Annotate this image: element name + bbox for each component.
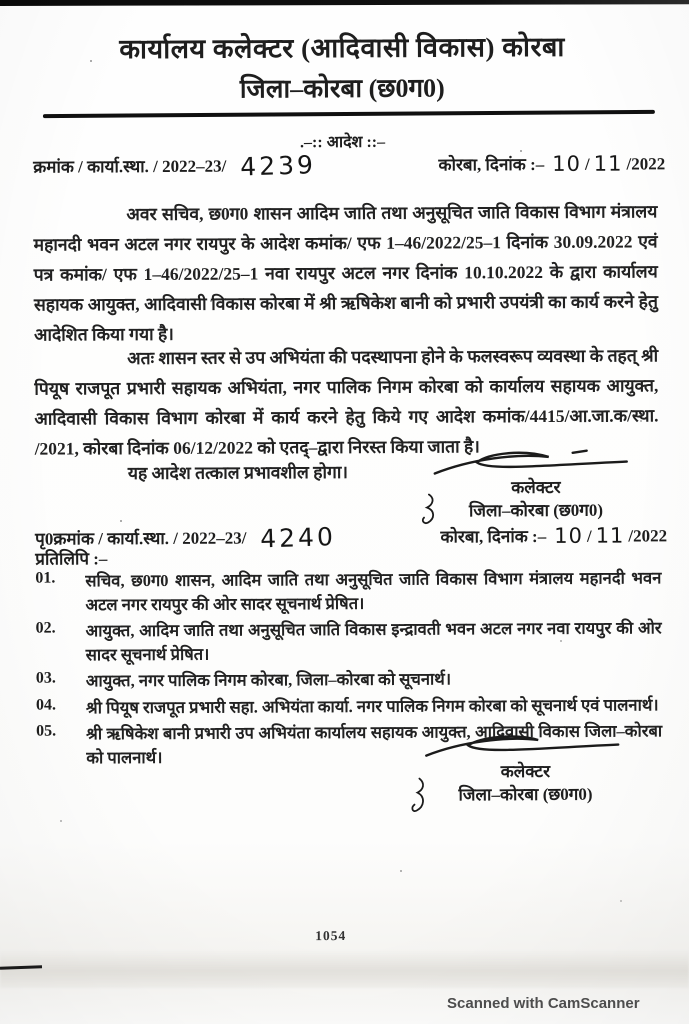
order-paragraph-3: यह आदेश तत्काल प्रभावशील होगा। [127,461,349,484]
copy-number: 04. [35,696,57,714]
camscanner-watermark: Scanned with CamScanner [447,995,640,1012]
copy-item-2 [36,616,662,666]
signatory-district-text-1: जिला–कोरबा (छ0ग0) [468,500,604,521]
copy-number: 03. [35,669,56,687]
signatory-title-1: कलेक्टर [511,477,561,498]
copies-heading: प्रतिलिपि :– [35,549,108,569]
copy-number: 01. [35,569,56,587]
date1-slash: / [584,154,590,174]
copy-text: श्री पियूष राजपूत प्रभारी सहा. अभियंता कार्या. नगर पालिक निगम कोरबा को सूचनार्थ एवं पालनार्थ। [85,694,659,717]
reference-line-1 [33,146,666,182]
copy-item-3 [36,666,662,693]
scan-shadow-band [0,950,689,988]
reference-line-2 [35,518,668,554]
order-heading: .–:: आदेश ::– [299,133,386,152]
date1-label: कोरबा, दिनांक :– [438,154,545,175]
ref1-label: क्रमांक / कार्या.स्था. / 2022–23/ [33,156,227,177]
copy-item-1 [35,566,661,616]
signatory-title-2: कलेक्टर [500,761,551,782]
office-title: कार्यालय कलेक्टर (आदिवासी विकास) कोरबा [119,31,565,65]
copy-number: 02. [35,619,56,637]
copy-number: 05. [36,722,57,740]
ref2-label: पृ0क्रमांक / कार्या.स्था. / 2022–23/ [35,528,247,549]
letterhead-divider [43,110,655,118]
date2-slash: / [586,526,592,546]
copy-text: श्री ऋषिकेश बानी प्रभारी उप अभियंता कार्यालय सहायक आयुक्त, आदिवासी विकास जिला–कोरबा को पालनार्थ। [86,721,663,767]
collector-signature-block-2 [400,730,650,805]
copy-text: आयुक्त, नगर पालिक निगम कोरबा, जिला–कोरबा को सूचनार्थ। [85,669,452,691]
letterhead [0,26,687,107]
date2-day-handwritten: 10 [554,523,583,548]
copy-item-4 [36,693,662,720]
signatory-district-text-2: जिला–कोरबा (छ0ग0) [458,784,593,805]
date1-year: /2022 [626,154,666,174]
page-number: 1054 [315,927,347,944]
signature-initial-icon [408,777,428,815]
district-subtitle: जिला–कोरबा (छ0ग0) [239,73,445,104]
ref1-handwritten-number: 4239 [239,150,317,182]
copy-text: सचिव, छ0ग0 शासन, आदिम जाति तथा अनुसूचित जाति विकास विभाग मंत्रालय महानदी भवन अटल नगर रायपुर की ओर सादर सूचनार्थ प्रेषित। [85,568,662,614]
date1-month-handwritten: 11 [593,151,623,176]
collector-signature-block-1 [411,446,661,521]
date1-day-handwritten: 10 [552,151,582,176]
date2-year: /2022 [628,526,668,546]
order-paragraph-1: अवर सचिव, छ0ग0 शासन आदिम जाति तथा अनुसूचित जाति विकास विभाग मंत्रालय महानदी भवन अटल नगर रायपुर के आदेश कमांक/ एफ 1–46/2022/25–1 दिनांक 30.09.2022 एवं पत्र कमांक/ एफ 1–46/2022/25–1 नवा रायपुर अटल नगर दिनांक 10.10.2022 के द्वारा कार्यालय सहायक आयुक्त, आदिवासी विकास कोरबा में श्री ऋषिकेश बानी को प्रभारी उपयंत्री का कार्य करने हेतु आदेशित किया गया है। [33,201,658,345]
ref2-handwritten-number: 4240 [260,522,337,554]
copy-text: आयुक्त, आदिम जाति तथा अनुसूचित जाति विकास इन्द्रावती भवन अटल नगर नवा रायपुर की ओर सादर सूचनार्थ प्रेषित। [85,618,662,664]
date2-month-handwritten: 11 [595,523,625,548]
signatory-district-2 [400,781,650,805]
date2-label: कोरबा, दिनांक :– [440,526,547,547]
order-paragraph-2: अतः शासन स्तर से उप अभियंता की पदस्थापना होने के फलस्वरूप व्यवस्था के तहत् श्री पियूष राजपूत प्रभारी सहायक अभियंता, नगर पालिक निगम कोरबा को कार्यालय सहायक आयुक्त, आदिवासी विकास विभाग कोरबा में कार्य करने हेतु किये गए आदेश कमांक/4415/आ.जा.क/स्था. /2021, कोरबा दिनांक 06/12/2022 को एतद्–द्वारा निरस्त किया जाता है। [34,345,659,459]
